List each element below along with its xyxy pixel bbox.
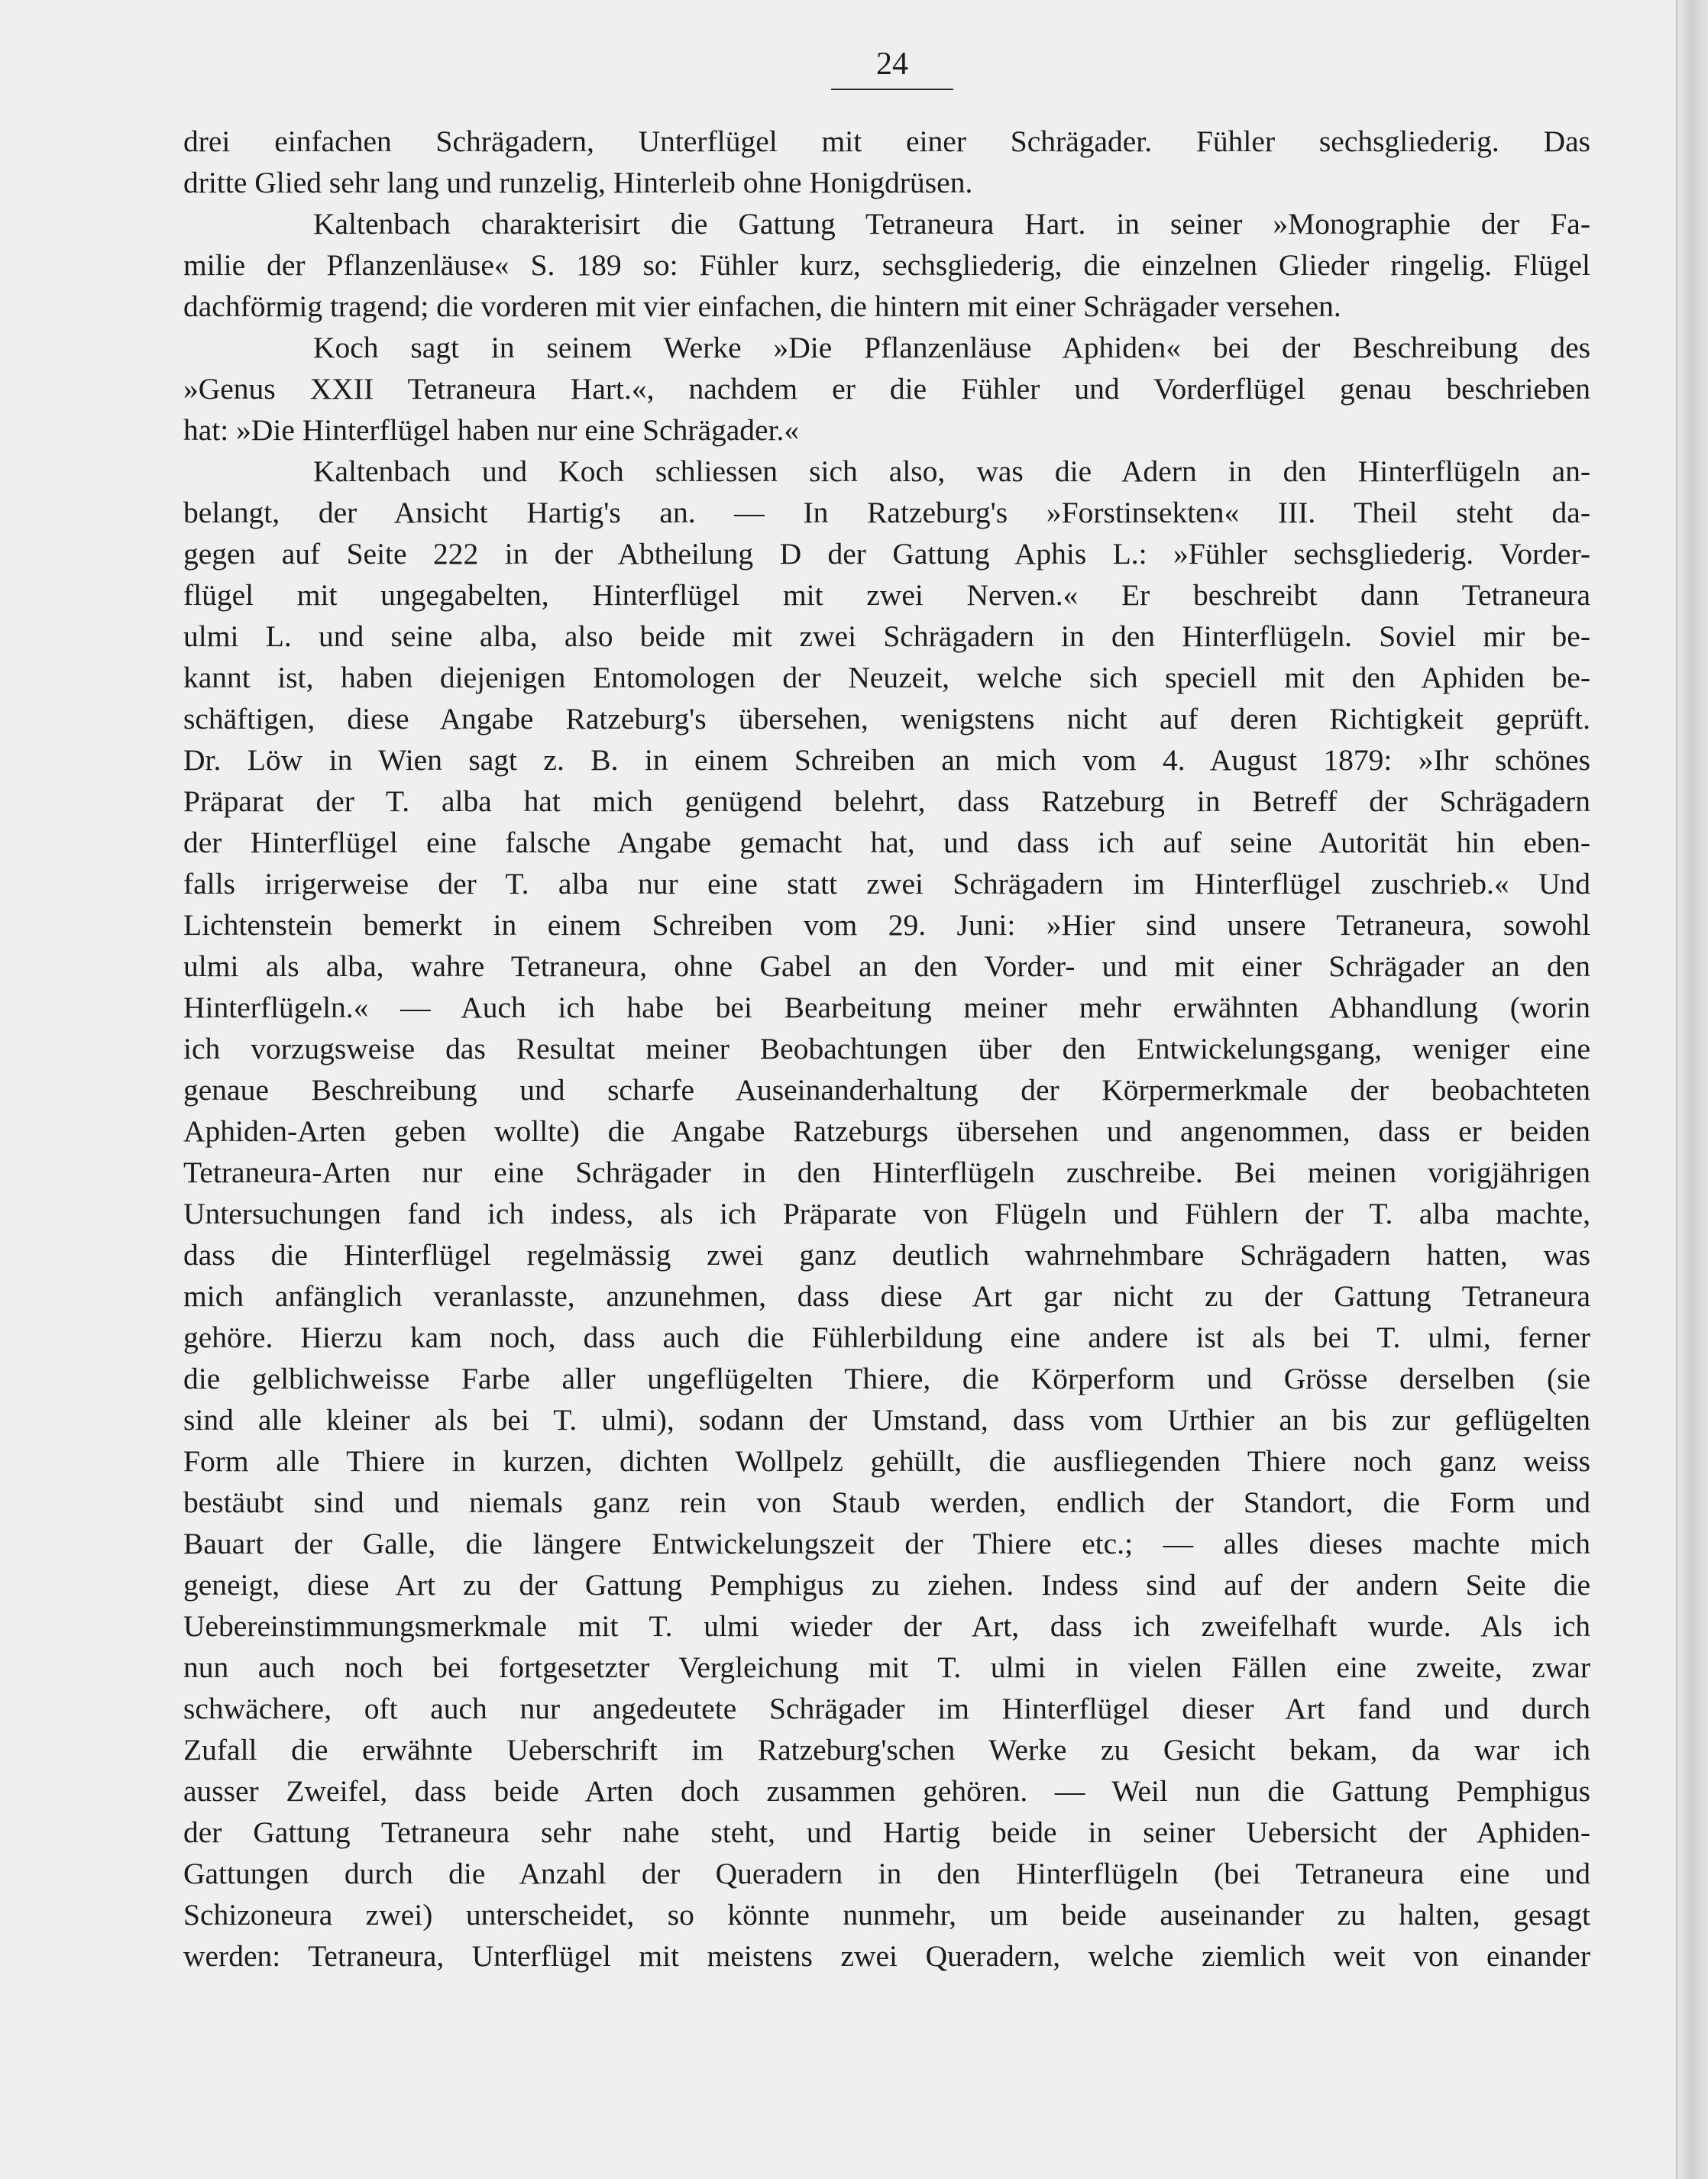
page-edge: [1676, 0, 1708, 2179]
text-line: Aphiden-Arten geben wollte) die Angabe Ratzeburgs übersehen und angenommen, dass er beiden: [183, 1114, 1590, 1148]
text-line: ulmi als alba, wahre Tetraneura, ohne Gabel an den Vorder- und mit einer Schrägader an den: [183, 949, 1590, 983]
text-line: dass die Hinterflügel regelmässig zwei ganz deutlich wahrnehmbare Schrägadern hatten, was: [183, 1238, 1590, 1272]
text-line: Kaltenbach charakterisirt die Gattung Tetraneura Hart. in seiner »Monographie der Fa-: [313, 207, 1590, 241]
text-line: mich anfänglich veranlasste, anzunehmen, dass diese Art gar nicht zu der Gattung Tetraneura: [183, 1279, 1590, 1313]
text-line: die gelblichweisse Farbe aller ungeflügelten Thiere, die Körperform und Grösse derselben (sie: [183, 1362, 1590, 1395]
text-line: Lichtenstein bemerkt in einem Schreiben vom 29. Juni: »Hier sind unsere Tetraneura, sowohl: [183, 908, 1590, 942]
text-line: drei einfachen Schrägadern, Unterflügel mit einer Schrägader. Fühler sechsgliederig. Das: [183, 124, 1590, 158]
text-line: Zufall die erwähnte Ueberschrift im Ratzeburg'schen Werke zu Gesicht bekam, da war ich: [183, 1733, 1590, 1767]
text-line: »Genus XXII Tetraneura Hart.«, nachdem er die Fühler und Vorderflügel genau beschrieben: [183, 372, 1590, 406]
text-line: hat: »Die Hinterflügel haben nur eine Schrägader.«: [183, 413, 800, 447]
text-line: milie der Pflanzenläuse« S. 189 so: Fühler kurz, sechsgliederig, die einzelnen Glieder ringelig. Flügel: [183, 248, 1590, 282]
text-line: genaue Beschreibung und scharfe Auseinanderhaltung der Körpermerkmale der beobachteten: [183, 1073, 1590, 1107]
text-line: Tetraneura-Arten nur eine Schrägader in den Hinterflügeln zuschreibe. Bei meinen vorigjährigen: [183, 1156, 1590, 1189]
text-line: der Gattung Tetraneura sehr nahe steht, und Hartig beide in seiner Uebersicht der Aphiden-: [183, 1815, 1590, 1849]
text-line: Schizoneura zwei) unterscheidet, so könnte nunmehr, um beide auseinander zu halten, gesagt: [183, 1898, 1590, 1932]
text-line: Gattungen durch die Anzahl der Queradern in den Hinterflügeln (bei Tetraneura eine und: [183, 1857, 1590, 1890]
text-line: geneigt, diese Art zu der Gattung Pemphigus zu ziehen. Indess sind auf der andern Seite die: [183, 1568, 1590, 1602]
text-line: gegen auf Seite 222 in der Abtheilung D der Gattung Aphis L.: »Fühler sechsgliederig. Vorder-: [183, 537, 1590, 571]
text-line: nun auch noch bei fortgesetzter Vergleichung mit T. ulmi in vielen Fällen eine zweite, zwar: [183, 1650, 1590, 1684]
text-line: kannt ist, haben diejenigen Entomologen der Neuzeit, welche sich speciell mit den Aphiden be-: [183, 661, 1590, 694]
text-line: dachförmig tragend; die vorderen mit vier einfachen, die hintern mit einer Schrägader versehen.: [183, 289, 1341, 323]
text-line: ausser Zweifel, dass beide Arten doch zusammen gehören. — Weil nun die Gattung Pemphigus: [183, 1774, 1590, 1808]
text-line: falls irrigerweise der T. alba nur eine statt zwei Schrägadern im Hinterflügel zuschrieb.« Und: [183, 867, 1590, 900]
text-line: Form alle Thiere in kurzen, dichten Wollpelz gehüllt, die ausfliegenden Thiere noch ganz weiss: [183, 1444, 1590, 1478]
text-line: Hinterflügeln.« — Auch ich habe bei Bearbeitung meiner mehr erwähnten Abhandlung (worin: [183, 991, 1590, 1024]
text-line: Uebereinstimmungsmerkmale mit T. ulmi wieder der Art, dass ich zweifelhaft wurde. Als ich: [183, 1609, 1590, 1643]
text-line: der Hinterflügel eine falsche Angabe gemacht hat, und dass ich auf seine Autorität hin eben-: [183, 826, 1590, 859]
text-line: ulmi L. und seine alba, also beide mit zwei Schrägadern in den Hinterflügeln. Soviel mir be-: [183, 619, 1590, 653]
text-line: Bauart der Galle, die längere Entwickelungszeit der Thiere etc.; — alles dieses machte mich: [183, 1527, 1590, 1560]
text-line: Kaltenbach und Koch schliessen sich also, was die Adern in den Hinterflügeln an-: [313, 454, 1590, 488]
text-line: Koch sagt in seinem Werke »Die Pflanzenläuse Aphiden« bei der Beschreibung des: [313, 331, 1590, 364]
text-line: bestäubt sind und niemals ganz rein von Staub werden, endlich der Standort, die Form und: [183, 1486, 1590, 1519]
text-line: Präparat der T. alba hat mich genügend belehrt, dass Ratzeburg in Betreff der Schrägadern: [183, 784, 1590, 818]
text-line: Untersuchungen fand ich indess, als ich Präparate von Flügeln und Fühlern der T. alba machte,: [183, 1197, 1590, 1230]
text-line: Dr. Löw in Wien sagt z. B. in einem Schreiben an mich vom 4. August 1879: »Ihr schönes: [183, 743, 1590, 777]
text-line: schäftigen, diese Angabe Ratzeburg's übersehen, wenigstens nicht auf deren Richtigkeit geprüft.: [183, 702, 1590, 735]
text-line: sind alle kleiner als bei T. ulmi), sodann der Umstand, dass vom Urthier an bis zur geflügelten: [183, 1403, 1590, 1437]
text-body: [183, 121, 1590, 1977]
text-line: belangt, der Ansicht Hartig's an. — In Ratzeburg's »Forstinsekten« III. Theil steht da-: [183, 496, 1590, 529]
text-line: gehöre. Hierzu kam noch, dass auch die Fühlerbildung eine andere ist als bei T. ulmi, ferner: [183, 1321, 1590, 1354]
text-line: werden: Tetraneura, Unterflügel mit meistens zwei Queradern, welche ziemlich weit von einander: [183, 1939, 1590, 1973]
page-number: 24: [831, 44, 953, 90]
text-line: schwächere, oft auch nur angedeutete Schrägader im Hinterflügel dieser Art fand und durch: [183, 1692, 1590, 1725]
text-line: dritte Glied sehr lang und runzelig, Hinterleib ohne Honigdrüsen.: [183, 166, 973, 199]
text-line: flügel mit ungegabelten, Hinterflügel mit zwei Nerven.« Er beschreibt dann Tetraneura: [183, 578, 1590, 612]
text-line: ich vorzugsweise das Resultat meiner Beobachtungen über den Entwickelungsgang, weniger eine: [183, 1032, 1590, 1065]
